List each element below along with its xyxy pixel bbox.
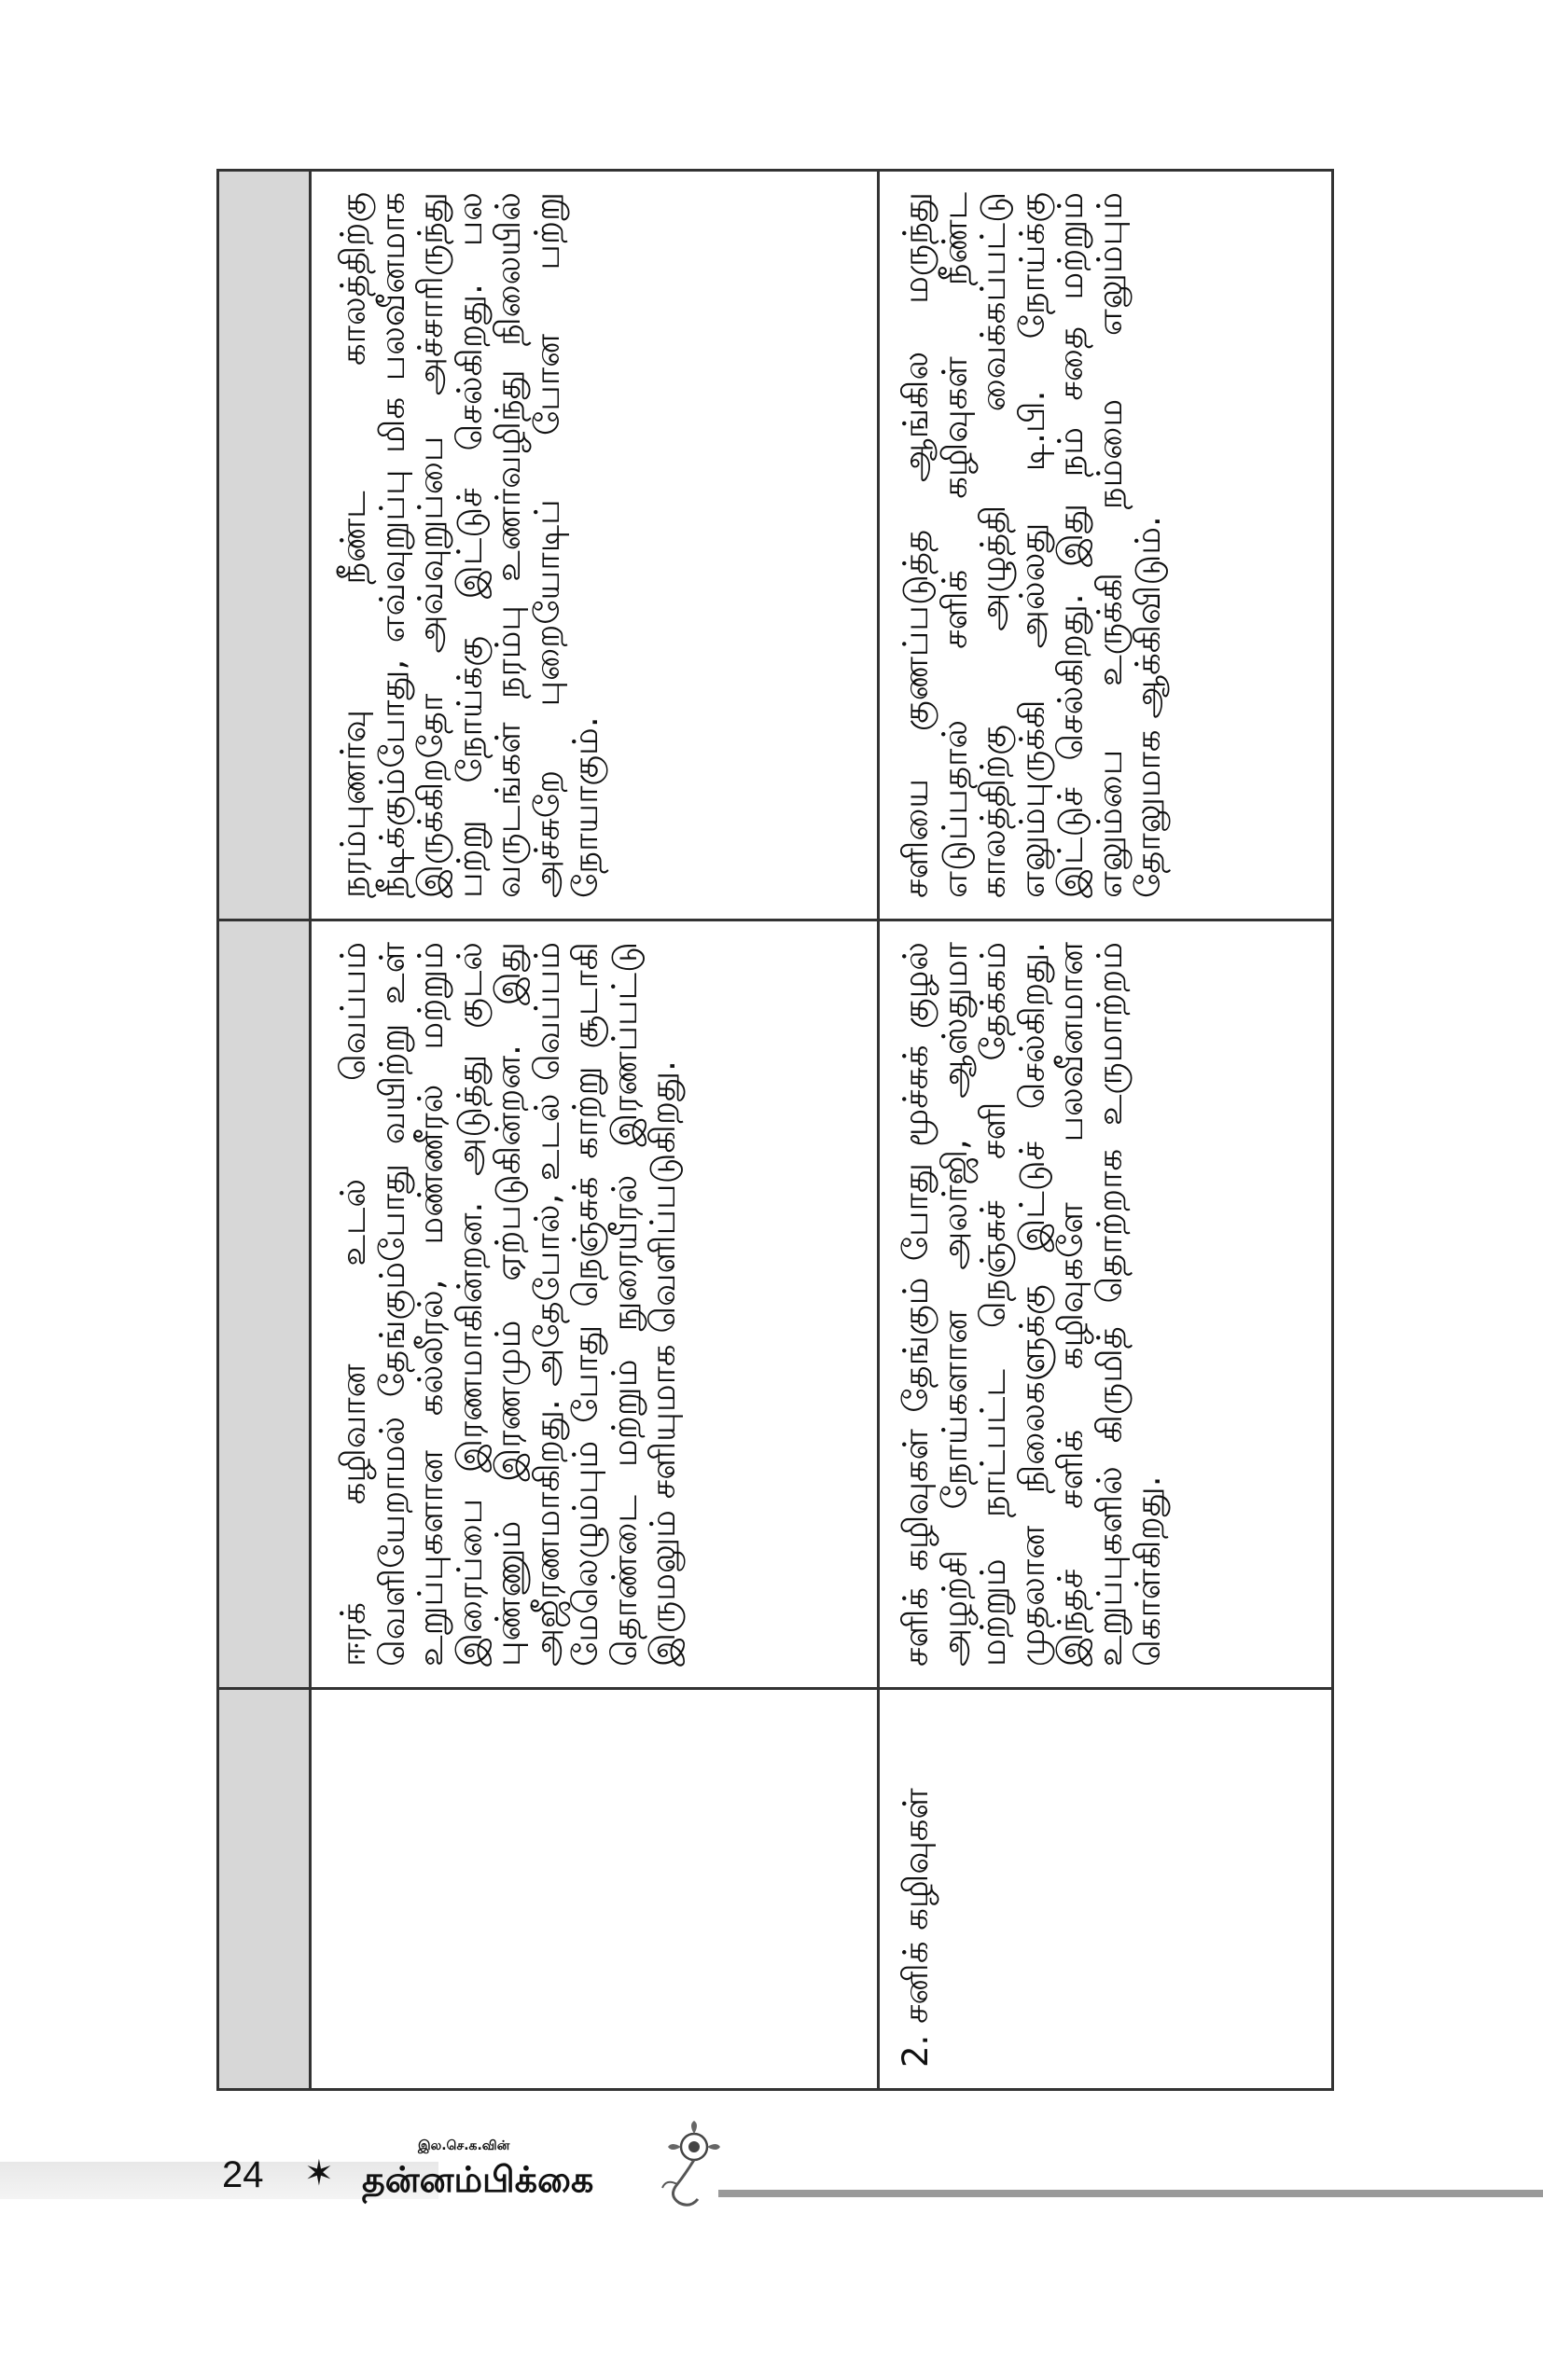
star-icon: ✶ xyxy=(304,2152,334,2193)
cell-text: ஈரக் கழிவான உடல் வெப்பம் வெளியேறாமல் தேங்கும்போது வயிற்று உள் உறுப்புகளான கல்லீரல், மண்ணீரல் மற்றும் இரைப்பை இரணமாகின்றன. அடுத்து குடல் புண்ணும் இரணமும் ஏற்படுகின்றன. இது அஜீரணமாகிறது. அதேபோல், உடல் வெப்பம் மேலெழும்பும் போது நெஞ்சுக் காற்று சூடாகி தொண்டை மற்றும் நுரையீரல் இரணப்பட்டு இருமலும் சளியுமாக வெளிப்படுகிறது. xyxy=(333,942,683,1667)
flower-ornament-icon xyxy=(657,2119,731,2212)
rotated-table-container xyxy=(216,172,1323,2091)
page-number: 24 xyxy=(222,2154,264,2195)
table-cell xyxy=(879,920,1333,1689)
row-label: 2. சனிக் கழிவுகள் xyxy=(896,1788,936,2068)
cell-text: சளிக் கழிவுகள் தேங்கும் போது மூச்சுக் குழல் அழற்சி நோய்களான அலர்ஜி, ஆஸ்துமா மற்றும் நாட்பட்ட நெஞ்சுச் சளி தேக்கம் முதலான நிலைகளுக்கு இட்டுச் செல்கிறது. இந்தச் சளிக் கழிவுகளே பலவீனமான உறுப்புகளில் கிருமித் தொற்றாக உருமாற்றம் கொள்கிறது. xyxy=(896,942,1168,1667)
table-header-row xyxy=(218,171,311,2090)
footer-rule xyxy=(718,2190,1543,2197)
table-row xyxy=(879,171,1333,2090)
content-table xyxy=(216,169,1334,2091)
table-cell xyxy=(879,171,1333,920)
table-cell xyxy=(311,171,879,920)
header-cell xyxy=(218,171,311,920)
row-label-cell xyxy=(311,1689,879,2090)
magazine-title: தன்னம்பிக்கை xyxy=(362,2159,594,2200)
header-cell xyxy=(218,1689,311,2090)
table-row xyxy=(311,171,879,2090)
magazine-subtitle: இல.செ.க.வின் xyxy=(418,2138,510,2153)
header-cell xyxy=(218,920,311,1689)
table-cell xyxy=(311,920,879,1689)
cell-text: சளியை குணப்படுத்த ஆங்கில மருந்து எடுப்பதால் சளிக் கழிவுகள் நீண்ட காலத்திற்கு அழுத்தி வைக்கப்பட்டு எலும்புருக்கி அல்லது டி.பி. நோய்க்கு இட்டுச் செல்கிறது. இது நம் சதை மற்றும் எலும்பை உருக்கி நம்மை எலும்பும் தோலுமாக ஆக்கிவிடும். xyxy=(896,192,1168,898)
cell-text: நரம்புணர்வு நீண்ட காலத்திற்கு நீடிக்கும்போது, எவ்வுறுப்பு மிக பலவீனமாக இருக்கிறதோ அவ்வுறுப்பை அச்சாரிருந்து பற்று நோய்க்கு இட்டுச் செல்கிறது. பல வருடங்கள் நரம்பு உணர்வழிந்து நிலையில் அச்சுறே புறையோடிப் போன பற்று நோயாகும். xyxy=(333,192,605,898)
row-label-cell xyxy=(879,1689,1333,2090)
